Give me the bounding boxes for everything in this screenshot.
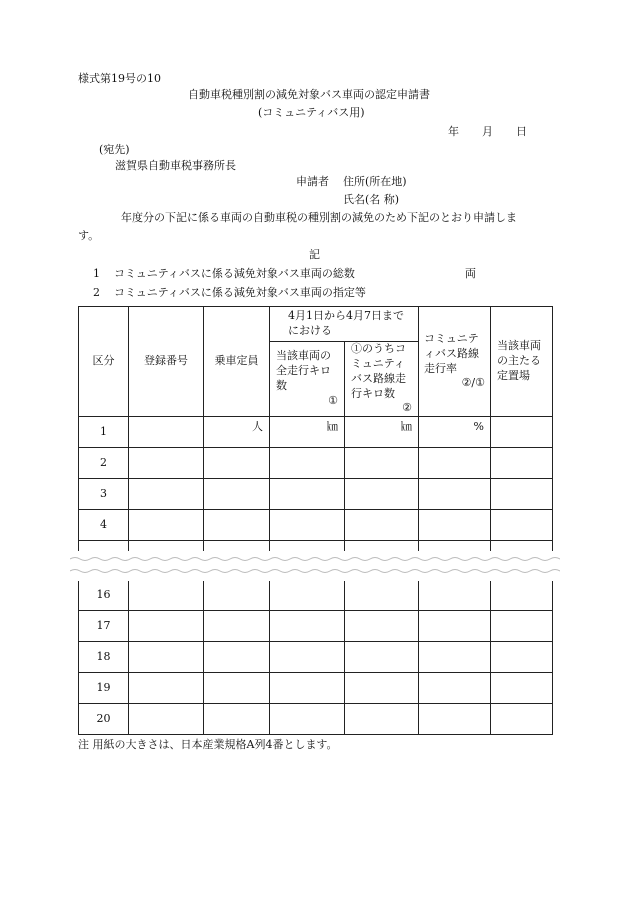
addressee-prefix: (宛先) bbox=[99, 143, 130, 156]
garage-cell[interactable] bbox=[491, 448, 553, 479]
capacity-cell[interactable] bbox=[204, 479, 270, 510]
community-km-cell[interactable] bbox=[345, 642, 419, 673]
table-row bbox=[79, 510, 553, 541]
applicant-name-label: 氏名(名 称) bbox=[343, 193, 400, 206]
garage-cell[interactable] bbox=[491, 642, 553, 673]
row-kubun: 4 bbox=[79, 510, 129, 541]
capacity-cell[interactable] bbox=[204, 642, 270, 673]
ratio-cell[interactable] bbox=[419, 510, 491, 541]
wave-break-graphic bbox=[70, 551, 560, 581]
header-community-km-mark: ② bbox=[402, 401, 412, 415]
ratio-cell[interactable] bbox=[419, 611, 491, 642]
garage-cell[interactable] bbox=[491, 611, 553, 642]
garage-cell[interactable] bbox=[491, 479, 553, 510]
total-km-unit[interactable]: ㎞ bbox=[270, 417, 345, 448]
item-2-number: 2 bbox=[93, 286, 100, 299]
registration-cell[interactable] bbox=[129, 642, 204, 673]
total-km-cell[interactable] bbox=[270, 448, 345, 479]
community-km-cell[interactable] bbox=[345, 479, 419, 510]
table-row bbox=[79, 479, 553, 510]
registration-cell[interactable] bbox=[129, 704, 204, 735]
ratio-cell[interactable] bbox=[419, 642, 491, 673]
row-kubun: 18 bbox=[79, 642, 129, 673]
header-community-km bbox=[345, 342, 419, 417]
registration-cell[interactable] bbox=[129, 611, 204, 642]
capacity-cell[interactable] bbox=[204, 704, 270, 735]
capacity-cell[interactable] bbox=[204, 611, 270, 642]
vehicle-table-continued bbox=[78, 579, 553, 735]
garage-cell[interactable] bbox=[491, 673, 553, 704]
header-ratio bbox=[419, 307, 491, 417]
garage-cell[interactable] bbox=[491, 417, 553, 448]
total-km-cell[interactable] bbox=[270, 510, 345, 541]
table-row bbox=[79, 580, 553, 611]
garage-cell[interactable] bbox=[491, 704, 553, 735]
registration-cell[interactable] bbox=[129, 580, 204, 611]
ratio-cell[interactable] bbox=[419, 704, 491, 735]
capacity-cell[interactable] bbox=[204, 580, 270, 611]
community-km-cell[interactable] bbox=[345, 673, 419, 704]
garage-cell[interactable] bbox=[491, 580, 553, 611]
body-text-line1: 年度分の下記に係る車両の自動車税の種別割の減免のため下記のとおり申請しま bbox=[121, 211, 517, 224]
vehicle-table bbox=[78, 306, 553, 572]
item-1-number: 1 bbox=[93, 267, 100, 280]
body-text-line2: す。 bbox=[78, 229, 100, 242]
form-number: 様式第19号の10 bbox=[78, 72, 161, 85]
footnote: 注 用紙の大きさは、日本産業規格A列4番とします。 bbox=[78, 738, 338, 751]
total-km-cell[interactable] bbox=[270, 611, 345, 642]
header-garage: 当該車両の主たる定置場 bbox=[491, 307, 553, 417]
table-row bbox=[79, 704, 553, 735]
registration-cell[interactable] bbox=[129, 510, 204, 541]
garage-cell[interactable] bbox=[491, 510, 553, 541]
table-row bbox=[79, 448, 553, 479]
registration-cell[interactable] bbox=[129, 479, 204, 510]
community-km-unit[interactable]: ㎞ bbox=[345, 417, 419, 448]
community-km-cell[interactable] bbox=[345, 611, 419, 642]
total-km-cell[interactable] bbox=[270, 704, 345, 735]
community-km-cell[interactable] bbox=[345, 704, 419, 735]
header-ratio-formula: ②/① bbox=[461, 376, 485, 390]
total-km-cell[interactable] bbox=[270, 580, 345, 611]
header-period bbox=[270, 307, 419, 342]
document-subtitle: (コミュニティバス用) bbox=[258, 106, 365, 119]
registration-cell[interactable] bbox=[129, 673, 204, 704]
row-kubun: 16 bbox=[79, 580, 129, 611]
community-km-cell[interactable] bbox=[345, 448, 419, 479]
applicant-role: 申請者 bbox=[296, 175, 329, 188]
table-row bbox=[79, 642, 553, 673]
community-km-cell[interactable] bbox=[345, 580, 419, 611]
total-km-cell[interactable] bbox=[270, 479, 345, 510]
date-day: 日 bbox=[516, 125, 527, 138]
header-total-km-text: 当該車両の全走行キロ数 bbox=[276, 349, 331, 393]
row-kubun: 20 bbox=[79, 704, 129, 735]
row-kubun: 19 bbox=[79, 673, 129, 704]
capacity-cell[interactable] bbox=[204, 673, 270, 704]
header-capacity: 乗車定員 bbox=[204, 307, 270, 417]
community-km-cell[interactable] bbox=[345, 510, 419, 541]
header-community-km-text: ①のうちコミュニティバス路線走行キロ数 bbox=[351, 342, 406, 400]
applicant-address-label: 住所(所在地) bbox=[343, 175, 407, 188]
registration-cell[interactable] bbox=[129, 417, 204, 448]
ratio-cell[interactable] bbox=[419, 673, 491, 704]
table-break bbox=[70, 551, 560, 581]
document-title: 自動車税種別割の減免対象バス車両の認定申請書 bbox=[188, 88, 430, 101]
ratio-cell[interactable] bbox=[419, 448, 491, 479]
capacity-unit[interactable]: 人 bbox=[204, 417, 270, 448]
row-kubun: 1 bbox=[79, 417, 129, 448]
item-1-unit: 両 bbox=[465, 267, 476, 280]
ratio-cell[interactable] bbox=[419, 580, 491, 611]
header-total-km-mark: ① bbox=[328, 393, 338, 407]
item-1-text: コミュニティバスに係る減免対象バス車両の総数 bbox=[114, 267, 355, 280]
header-registration: 登録番号 bbox=[129, 307, 204, 417]
ki-heading: 記 bbox=[309, 248, 320, 261]
row-kubun: 17 bbox=[79, 611, 129, 642]
header-kubun: 区分 bbox=[79, 307, 129, 417]
total-km-cell[interactable] bbox=[270, 673, 345, 704]
row-kubun: 2 bbox=[79, 448, 129, 479]
capacity-cell[interactable] bbox=[204, 448, 270, 479]
ratio-cell[interactable] bbox=[419, 479, 491, 510]
table-row bbox=[79, 673, 553, 704]
table-row bbox=[79, 417, 553, 448]
date-month: 月 bbox=[482, 125, 493, 138]
addressee-name: 滋賀県自動車税事務所長 bbox=[115, 159, 236, 172]
ratio-unit[interactable]: % bbox=[419, 417, 491, 448]
header-ratio-text: コミュニティバス路線走行率 bbox=[424, 331, 479, 375]
table-row bbox=[79, 611, 553, 642]
date-year: 年 bbox=[448, 125, 459, 138]
item-2-text: コミュニティバスに係る減免対象バス車両の指定等 bbox=[114, 286, 366, 299]
total-km-cell[interactable] bbox=[270, 642, 345, 673]
header-total-km bbox=[270, 342, 345, 417]
registration-cell[interactable] bbox=[129, 448, 204, 479]
row-kubun: 3 bbox=[79, 479, 129, 510]
header-period-text: 4月1日から4月7日までにおける bbox=[288, 309, 404, 337]
capacity-cell[interactable] bbox=[204, 510, 270, 541]
